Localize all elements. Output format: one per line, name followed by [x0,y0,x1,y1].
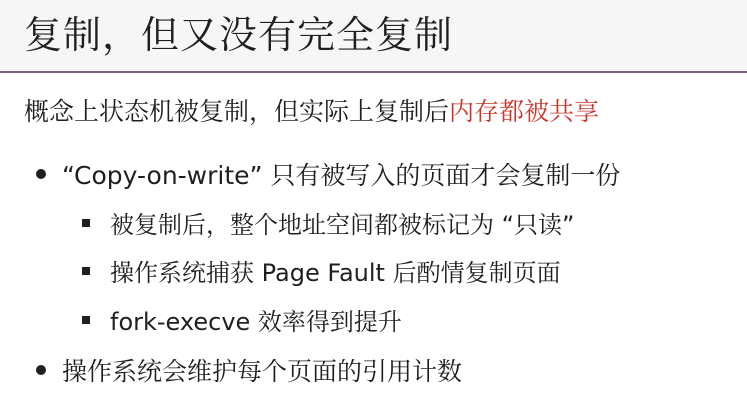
bullet-item [36,354,462,390]
lead-text: 概念上状态机被复制，但实际上复制后 [24,97,450,126]
sub-bullet-item [82,256,561,290]
bullet-text: 操作系统会维护每个页面的引用计数 [62,357,463,386]
slide-title: 复制，但又没有完全复制 [24,13,454,57]
sub-bullet-item [82,305,402,339]
bullet-square-icon [82,219,90,227]
bullet-square-icon [82,267,90,275]
bullet-square-icon [82,316,90,324]
lead-highlight: 内存都被共享 [449,97,600,126]
sub-bullet-item [82,208,575,242]
bullet-dot-icon [36,365,46,375]
bullet-dot-icon [36,169,46,179]
sub-bullet-text: 操作系统捕获 Page Fault 后酌情复制页面 [110,259,561,287]
sub-bullet-text: 被复制后，整个地址空间都被标记为 “只读” [110,211,575,239]
bullet-text: “Copy-on-write” 只有被写入的页面才会复制一份 [62,161,621,190]
sub-bullet-text: fork-execve 效率得到提升 [110,308,402,336]
bullet-item [36,158,620,194]
